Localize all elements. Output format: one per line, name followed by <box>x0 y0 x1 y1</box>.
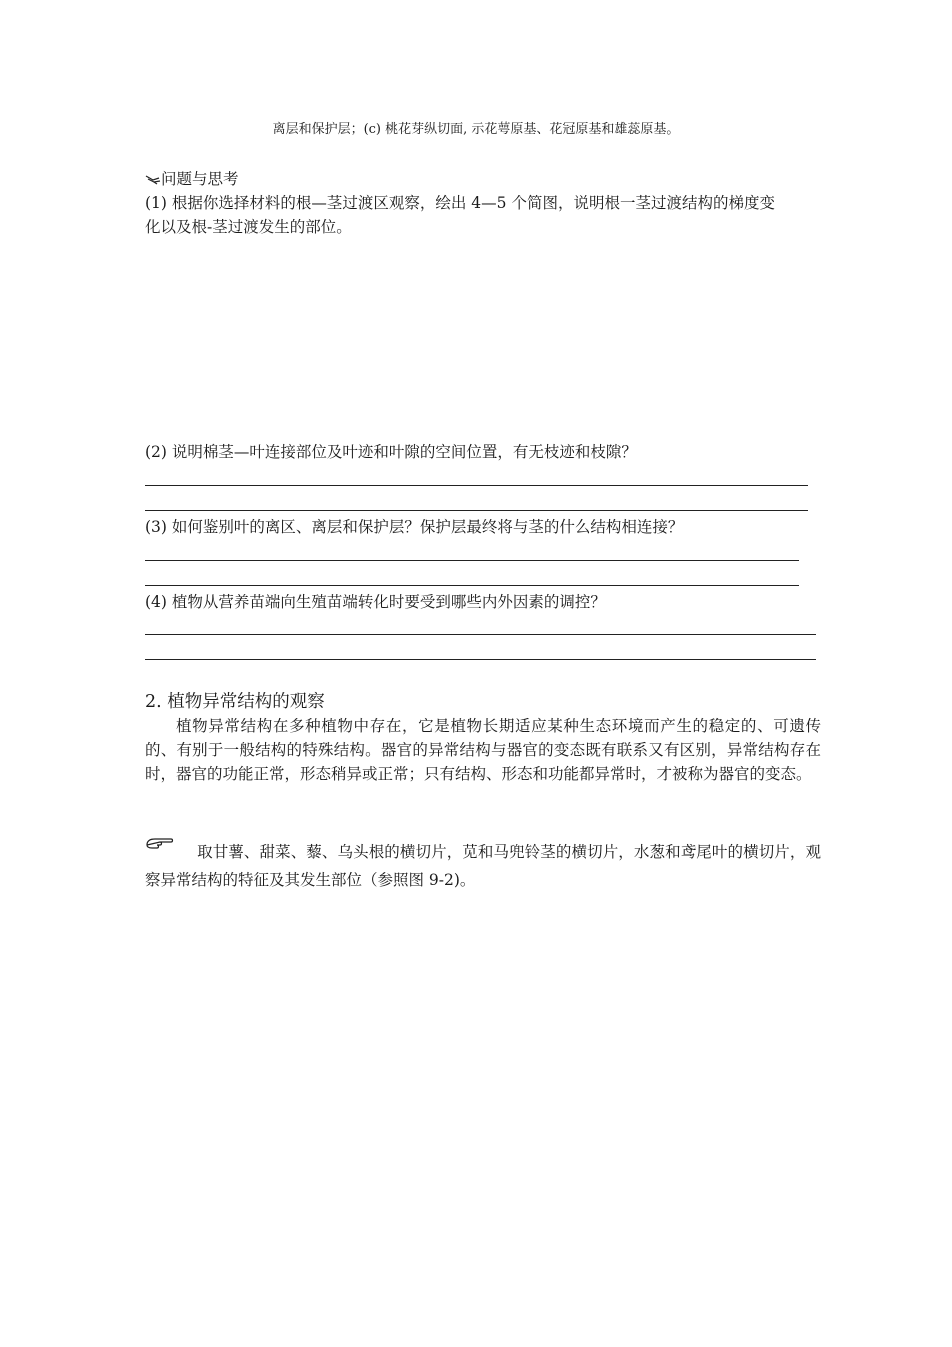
questions-heading-text: 问题与思考 <box>161 170 239 188</box>
question-4: (4) 植物从营养苗端向生殖苗端转化时要受到哪些内外因素的调控？ <box>145 593 606 611</box>
section-paragraph: 植物异常结构在多种植物中存在，它是植物长期适应某种生态环境而产生的稳定的、可遗传的、有别于一般结构的特殊结构。器官的异常结构与器官的变态既有联系又有区别，异常结构存在时，器官的功能正常，形态稍异或正常；只有结构、形态和功能都异常时，才被称为器官的变态。 <box>145 717 821 783</box>
instruction-paragraph <box>145 832 821 894</box>
answer-line <box>145 485 808 486</box>
answer-line <box>145 585 799 586</box>
writing-hand-icon <box>145 167 161 191</box>
question-1-line-1: (1) 根据你选择材料的根—茎过渡区观察，绘出 4—5 个简图，说明根一茎过渡结构的梯度变 <box>145 194 775 212</box>
answer-line <box>145 634 816 635</box>
answer-line <box>145 510 808 511</box>
question-2: (2) 说明棉茎—叶连接部位及叶迹和叶隙的空间位置，有无枝迹和枝隙？ <box>145 443 637 461</box>
instruction-text: 取甘薯、甜菜、藜、乌头根的横切片，苋和马兜铃茎的横切片，水葱和鸢尾叶的横切片，观察异常结构的特征及其发生部位（参照图 9-2)。 <box>145 843 821 889</box>
answer-line <box>145 560 799 561</box>
question-1-line-2: 化以及根-茎过渡发生的部位。 <box>145 218 352 236</box>
pointing-hand-icon <box>145 832 197 860</box>
question-3: (3) 如何鉴别叶的离区、离层和保护层？保护层最终将与茎的什么结构相连接？ <box>145 518 684 536</box>
answer-line <box>145 659 816 660</box>
figure-caption: 离层和保护层；(c) 桃花芽纵切面, 示花萼原基、花冠原基和雄蕊原基。 <box>272 122 680 137</box>
questions-heading <box>145 167 239 191</box>
section-title: 2. 植物异常结构的观察 <box>145 692 325 712</box>
